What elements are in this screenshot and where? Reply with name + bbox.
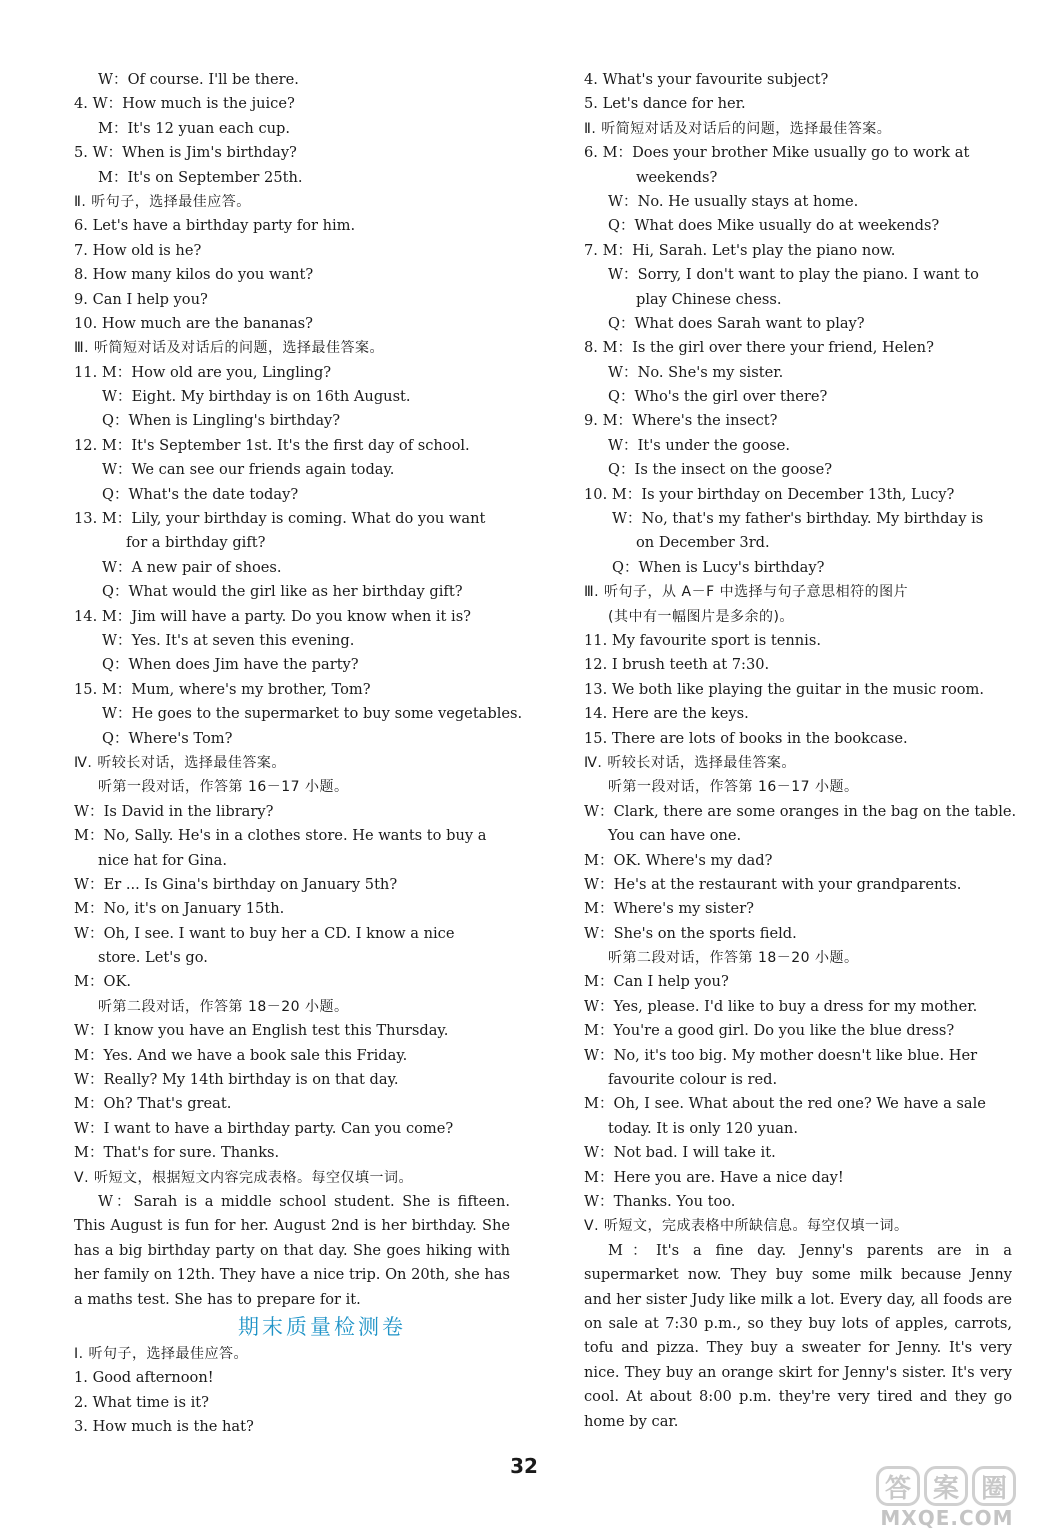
text-line: Ⅲ. 听句子，从 A－F 中选择与句子意思相符的图片 xyxy=(584,584,909,601)
text-line: Q：What would the girl like as her birthday gift? xyxy=(102,583,463,601)
watermark-url: MXQE.COM xyxy=(880,1506,1014,1530)
text-line: 9. M：Where's the insect? xyxy=(584,412,778,430)
text-line: M：OK. xyxy=(74,973,132,991)
text-line: M：Can I help you? xyxy=(584,973,729,991)
text-line: today. It is only 120 yuan. xyxy=(608,1119,798,1137)
text-line: 10. How much are the bananas? xyxy=(74,314,313,332)
text-line: 15. M：Mum, where's my brother, Tom? xyxy=(74,680,371,698)
text-line: W：No. She's my sister. xyxy=(608,363,784,381)
text-line: Q：What's the date today? xyxy=(102,485,299,503)
text-line: 5. W：When is Jim's birthday? xyxy=(74,144,297,162)
text-line: W：Er ... Is Gina's birthday on January 5th? xyxy=(74,875,398,893)
text-line: W：Is David in the library? xyxy=(74,802,274,820)
text-line: (其中有一幅图片是多余的)。 xyxy=(608,608,794,625)
text-line: W：Really? My 14th birthday is on that day. xyxy=(74,1071,399,1089)
text-line: on December 3rd. xyxy=(636,534,770,552)
section-title: 期末质量检测卷 xyxy=(238,1315,406,1339)
watermark-char: 案 xyxy=(924,1466,968,1506)
text-line: 14. Here are the keys. xyxy=(584,705,749,723)
text-line: W：It's under the goose. xyxy=(608,436,790,454)
text-line: 11. M：How old are you, Lingling? xyxy=(74,363,332,381)
text-line: W：Oh, I see. I want to buy her a CD. I know a nice xyxy=(74,924,455,942)
text-line: Q：What does Sarah want to play? xyxy=(608,314,865,332)
text-line: W：Yes, please. I'd like to buy a dress for my mother. xyxy=(584,997,978,1015)
text-line: W：No, it's too big. My mother doesn't like blue. Her xyxy=(584,1046,978,1064)
text-line: W：No, that's my father's birthday. My birthday is xyxy=(612,510,984,528)
text-line: 11. My favourite sport is tennis. xyxy=(584,631,821,649)
text-line: Ⅴ. 听短文，根据短文内容完成表格。每空仅填一词。 xyxy=(74,1169,413,1186)
text-line: M：Oh, I see. What about the red one? We have a sale xyxy=(584,1095,986,1113)
text-line: 7. M：Hi, Sarah. Let's play the piano now. xyxy=(584,241,896,259)
text-line: W：Thanks. You too. xyxy=(584,1192,736,1210)
text-line: 6. M：Does your brother Mike usually go to work at xyxy=(584,144,970,162)
text-line: 5. Let's dance for her. xyxy=(584,95,746,113)
text-line: W：He goes to the supermarket to buy some vegetables. xyxy=(102,705,523,723)
text-line: W：Yes. It's at seven this evening. xyxy=(102,631,355,649)
text-line: 12. I brush teeth at 7:30. xyxy=(584,656,770,674)
text-line: 听第二段对话，作答第 18－20 小题。 xyxy=(98,998,349,1015)
text-line: 8. How many kilos do you want? xyxy=(74,266,314,284)
text-line: 13. We both like playing the guitar in the music room. xyxy=(584,680,985,698)
text-line: 9. Can I help you? xyxy=(74,290,208,308)
text-line: M：No, Sally. He's in a clothes store. He wants to buy a xyxy=(74,827,487,845)
text-line: Ⅱ. 听简短对话及对话后的问题，选择最佳答案。 xyxy=(584,120,892,137)
left-passage: W：Sarah is a middle school student. She is fifteen. This August is fun for her. August 2nd is her birthday. She has a big birthday party on that day. She goes hiking with her family on 12th. They have a nice trip. On 20th, she has a maths test. She has to prepare for it. xyxy=(74,1192,510,1308)
text-line: play Chinese chess. xyxy=(636,290,782,308)
text-line: nice hat for Gina. xyxy=(98,851,227,869)
text-line: M：OK. Where's my dad? xyxy=(584,851,773,869)
text-line: 13. M：Lily, your birthday is coming. What do you want xyxy=(74,510,486,528)
text-line: Ⅳ. 听较长对话，选择最佳答案。 xyxy=(584,754,796,771)
text-line: 10. M：Is your birthday on December 13th, Lucy? xyxy=(584,485,955,503)
text-line: 1. Good afternoon! xyxy=(74,1369,214,1387)
text-line: W：No. He usually stays at home. xyxy=(608,192,859,210)
text-line: M：No, it's on January 15th. xyxy=(74,900,285,918)
text-line: W：Eight. My birthday is on 16th August. xyxy=(102,388,411,406)
text-line: Ⅴ. 听短文，完成表格中所缺信息。每空仅填一词。 xyxy=(584,1218,909,1235)
left-tail-lines xyxy=(74,1342,510,1440)
text-line: W：A new pair of shoes. xyxy=(102,558,282,576)
text-line: Q：When is Lucy's birthday? xyxy=(612,558,825,576)
text-line: 听第一段对话，作答第 16－17 小题。 xyxy=(98,779,349,796)
watermark-chars xyxy=(876,1466,1026,1506)
text-line: M：Oh? That's great. xyxy=(74,1095,232,1113)
text-line: 2. What time is it? xyxy=(74,1393,209,1411)
text-line: Q：Where's Tom? xyxy=(102,729,233,747)
text-line: weekends? xyxy=(636,168,718,186)
text-line: Q：Is the insect on the goose? xyxy=(608,461,833,479)
text-line: 14. M：Jim will have a party. Do you know when it is? xyxy=(74,607,472,625)
text-line: M：That's for sure. Thanks. xyxy=(74,1144,280,1162)
text-line: W：Not bad. I will take it. xyxy=(584,1144,776,1162)
text-line: W：Sorry, I don't want to play the piano. I want to xyxy=(608,266,979,284)
watermark-char: 答 xyxy=(876,1466,920,1506)
right-lines xyxy=(584,68,1017,1239)
right-column xyxy=(584,68,1017,1434)
text-line: W：He's at the restaurant with your grandparents. xyxy=(584,875,962,893)
text-line: favourite colour is red. xyxy=(608,1071,778,1089)
text-line: store. Let's go. xyxy=(98,949,208,967)
text-line: Ⅰ. 听句子，选择最佳应答。 xyxy=(74,1346,249,1362)
left-column xyxy=(74,68,523,1440)
text-line: M：It's on September 25th. xyxy=(98,168,303,186)
text-line: 6. Let's have a birthday party for him. xyxy=(74,217,356,235)
text-line: 4. W：How much is the juice? xyxy=(74,95,295,113)
text-line: 听第二段对话，作答第 18－20 小题。 xyxy=(608,950,859,967)
text-line: Q：When does Jim have the party? xyxy=(102,656,359,674)
text-line: You can have one. xyxy=(608,827,742,845)
text-line: M：Where's my sister? xyxy=(584,900,754,918)
text-line: Q：Who's the girl over there? xyxy=(608,388,828,406)
text-line: M：It's 12 yuan each cup. xyxy=(98,119,290,137)
text-line: 12. M：It's September 1st. It's the first day of school. xyxy=(74,436,470,454)
text-line: for a birthday gift? xyxy=(126,534,266,552)
text-line: W：I know you have an English test this Thursday. xyxy=(74,1022,449,1040)
text-line: M：Yes. And we have a book sale this Friday. xyxy=(74,1046,408,1064)
text-line: W：She's on the sports field. xyxy=(584,924,797,942)
text-line: 听第一段对话，作答第 16－17 小题。 xyxy=(608,779,859,796)
text-line: M：You're a good girl. Do you like the blue dress? xyxy=(584,1022,955,1040)
text-line: 4. What's your favourite subject? xyxy=(584,71,829,88)
watermark-char: 圈 xyxy=(972,1466,1016,1506)
text-line: 8. M：Is the girl over there your friend, Helen? xyxy=(584,339,934,357)
text-line: 15. There are lots of books in the bookcase. xyxy=(584,729,908,747)
text-line: Q：What does Mike usually do at weekends? xyxy=(608,217,940,235)
left-lines xyxy=(74,68,523,1190)
text-line: Ⅳ. 听较长对话，选择最佳答案。 xyxy=(74,754,286,771)
text-line: W：Of course. I'll be there. xyxy=(98,71,299,88)
watermark-logo xyxy=(862,1466,1032,1530)
text-line: Ⅲ. 听简短对话及对话后的问题，选择最佳答案。 xyxy=(74,340,385,357)
text-line: 7. How old is he? xyxy=(74,241,202,259)
text-line: M：Here you are. Have a nice day! xyxy=(584,1168,844,1186)
text-line: W：Clark, there are some oranges in the bag on the table. xyxy=(584,802,1017,820)
text-line: W：I want to have a birthday party. Can you come? xyxy=(74,1119,454,1137)
right-passage: M：It's a fine day. Jenny's parents are in a supermarket now. They buy some milk because Jenny and her sister Judy like milk a lot. Every day, all foods are on sale at 7:30 p.m., so they buy lots of apples, carrots, tofu and pizza. They buy a sweater for Jenny. It's very nice. They buy an orange skirt for Jenny's sister. It's very cool. At about 8:00 p.m. they're very tired and they go home by car. xyxy=(584,1241,1012,1430)
text-line: Q：When is Lingling's birthday? xyxy=(102,412,341,430)
text-line: W：We can see our friends again today. xyxy=(102,461,395,479)
page-number: 32 xyxy=(510,1454,538,1478)
text-line: Ⅱ. 听句子，选择最佳应答。 xyxy=(74,193,251,210)
text-line: 3. How much is the hat? xyxy=(74,1418,254,1436)
